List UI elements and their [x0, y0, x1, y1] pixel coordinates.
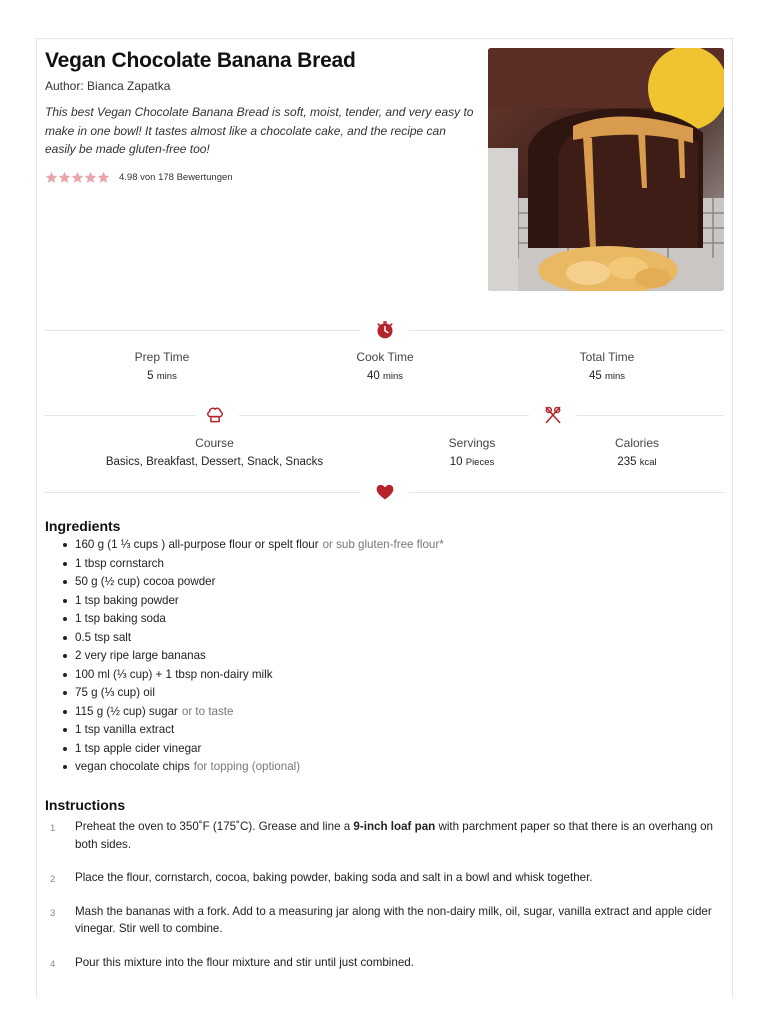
instruction-step — [45, 869, 725, 887]
instruction-step — [45, 954, 725, 972]
divider — [409, 330, 724, 331]
calories-label: Calories — [614, 436, 659, 450]
ingredient-item — [45, 758, 444, 777]
total-time-value — [537, 370, 677, 382]
bullet-icon — [63, 747, 67, 751]
ingredient-text: 75 g (⅓ cup) oil — [75, 686, 155, 699]
instruction-step — [45, 903, 725, 938]
instructions-list — [45, 818, 725, 971]
servings-label: Servings — [448, 436, 496, 450]
ingredient-item — [45, 684, 444, 703]
calories-unit: kcal — [639, 457, 657, 468]
divider — [45, 330, 360, 331]
divider — [45, 492, 360, 493]
ingredient-text: 160 g (1 ⅓ cups ) all-purpose flour or spelt flour — [75, 538, 319, 551]
servings-number: 10 — [449, 456, 463, 468]
star-icon[interactable] — [58, 171, 71, 184]
heart-icon — [374, 481, 396, 503]
star-icon[interactable] — [97, 171, 110, 184]
total-time — [537, 350, 677, 382]
cook-time-number: 40 — [366, 370, 380, 382]
calories-number: 235 — [617, 456, 637, 468]
ingredient-text: 1 tsp baking powder — [75, 593, 179, 607]
course — [77, 436, 352, 468]
bullet-icon — [63, 728, 67, 732]
bullet-icon — [63, 765, 67, 769]
prep-time-label: Prep Time — [134, 350, 190, 364]
bullet-icon — [63, 562, 67, 566]
divider — [239, 415, 529, 416]
ingredient-note: or to taste — [181, 704, 234, 718]
divider — [409, 492, 724, 493]
star-icon[interactable] — [71, 171, 84, 184]
ingredient-text: 100 ml (⅓ cup) + 1 tbsp non-dairy milk — [75, 667, 273, 681]
recipe-summary: This best Vegan Chocolate Banana Bread is soft, moist, tender, and very easy to make in one bowl! It tastes almost like a chocolate cake, and the recipe can easily be made gluten-free too! — [45, 105, 474, 156]
step-text: Mash the bananas with a fork. Add to a measuring jar along with the non-dairy milk, oil, sugar, vanilla extract and apple cider vinegar. Stir well to combine. — [75, 904, 712, 935]
cook-time-unit: mins — [382, 371, 404, 382]
prep-time-unit: mins — [156, 371, 177, 382]
ingredient-text: 2 very ripe large bananas — [75, 649, 206, 662]
bullet-icon — [63, 636, 67, 640]
instructions-title: Instructions — [45, 797, 126, 813]
ingredient-note: or sub gluten-free flour* — [322, 538, 444, 551]
bullet-icon — [63, 654, 67, 658]
ingredients-title: Ingredients — [45, 518, 121, 534]
divider — [45, 415, 195, 416]
divider — [577, 415, 724, 416]
calories — [582, 436, 692, 468]
bullet-icon — [63, 691, 67, 695]
ingredient-item — [45, 721, 444, 740]
rating[interactable] — [45, 171, 233, 184]
step-number: 4 — [50, 958, 56, 970]
prep-time — [92, 350, 232, 382]
star-icon[interactable] — [84, 171, 97, 184]
ingredient-item — [45, 573, 444, 592]
recipe-author: Author: Bianca Zapatka — [45, 79, 171, 93]
recipe-title: Vegan Chocolate Banana Bread — [45, 49, 356, 72]
bullet-icon — [63, 617, 67, 621]
ingredient-text: 1 tsp baking soda — [75, 612, 166, 625]
step-text: Place the flour, cornstarch, cocoa, baking powder, baking soda and salt in a bowl and whisk together. — [75, 871, 593, 884]
calories-value — [582, 456, 692, 468]
ingredient-item — [45, 666, 444, 685]
utensils-icon — [542, 404, 564, 426]
ingredient-text: 1 tbsp cornstarch — [75, 556, 164, 570]
bullet-icon — [63, 710, 67, 714]
ingredient-item — [45, 629, 444, 648]
step-emphasis: 9-inch loaf pan — [353, 820, 436, 833]
bullet-icon — [63, 599, 67, 603]
ingredient-item — [45, 740, 444, 759]
step-number: 2 — [50, 874, 56, 885]
ingredient-note: for topping (optional) — [193, 760, 301, 773]
rating-stars[interactable] — [45, 171, 110, 184]
bullet-icon — [63, 543, 67, 547]
ingredient-item — [45, 536, 444, 555]
step-number: 3 — [50, 907, 56, 919]
prep-time-number: 5 — [147, 370, 154, 382]
chef-hat-icon — [204, 404, 226, 426]
clock-icon — [374, 319, 396, 341]
rating-text: 4.98 von 178 Bewertungen — [119, 172, 233, 183]
step-text: Preheat the oven to 350˚F (175˚C). Grease and line a — [75, 820, 354, 833]
prep-time-value — [92, 370, 232, 382]
ingredient-text: 1 tsp apple cider vinegar — [75, 741, 202, 755]
cook-time — [315, 350, 455, 382]
total-time-number: 45 — [588, 370, 602, 382]
servings-value — [417, 456, 527, 468]
total-time-unit: mins — [604, 371, 626, 382]
course-label: Course — [195, 436, 234, 450]
ingredient-item — [45, 703, 444, 722]
step-number: 1 — [50, 823, 56, 834]
ingredient-text: 0.5 tsp salt — [75, 630, 132, 644]
instruction-step — [45, 818, 725, 853]
course-value: Basics, Breakfast, Dessert, Snack, Snacks — [105, 456, 324, 468]
star-icon[interactable] — [45, 171, 58, 184]
ingredient-item — [45, 647, 444, 666]
ingredient-text: 115 g (½ cup) sugar — [75, 704, 178, 718]
step-text: Pour this mixture into the flour mixture and stir until just combined. — [75, 955, 414, 969]
ingredient-text: vegan chocolate chips — [75, 760, 190, 773]
servings-unit: Pieces — [465, 457, 495, 468]
total-time-label: Total Time — [579, 350, 635, 364]
ingredient-text: 1 tsp vanilla extract — [75, 723, 175, 736]
recipe-image — [488, 48, 724, 291]
ingredient-text: 50 g (½ cup) cocoa powder — [75, 575, 216, 588]
step-text: with parchment paper so that there is an overhang on both sides. — [75, 820, 714, 851]
ingredient-item — [45, 555, 444, 574]
servings — [417, 436, 527, 468]
cook-time-label: Cook Time — [356, 350, 414, 364]
bullet-icon — [63, 673, 67, 677]
ingredient-item — [45, 610, 444, 629]
ingredients-list — [45, 536, 444, 777]
bullet-icon — [63, 580, 67, 584]
recipe-card — [36, 38, 733, 998]
ingredient-item — [45, 592, 444, 611]
cook-time-value — [315, 370, 455, 382]
